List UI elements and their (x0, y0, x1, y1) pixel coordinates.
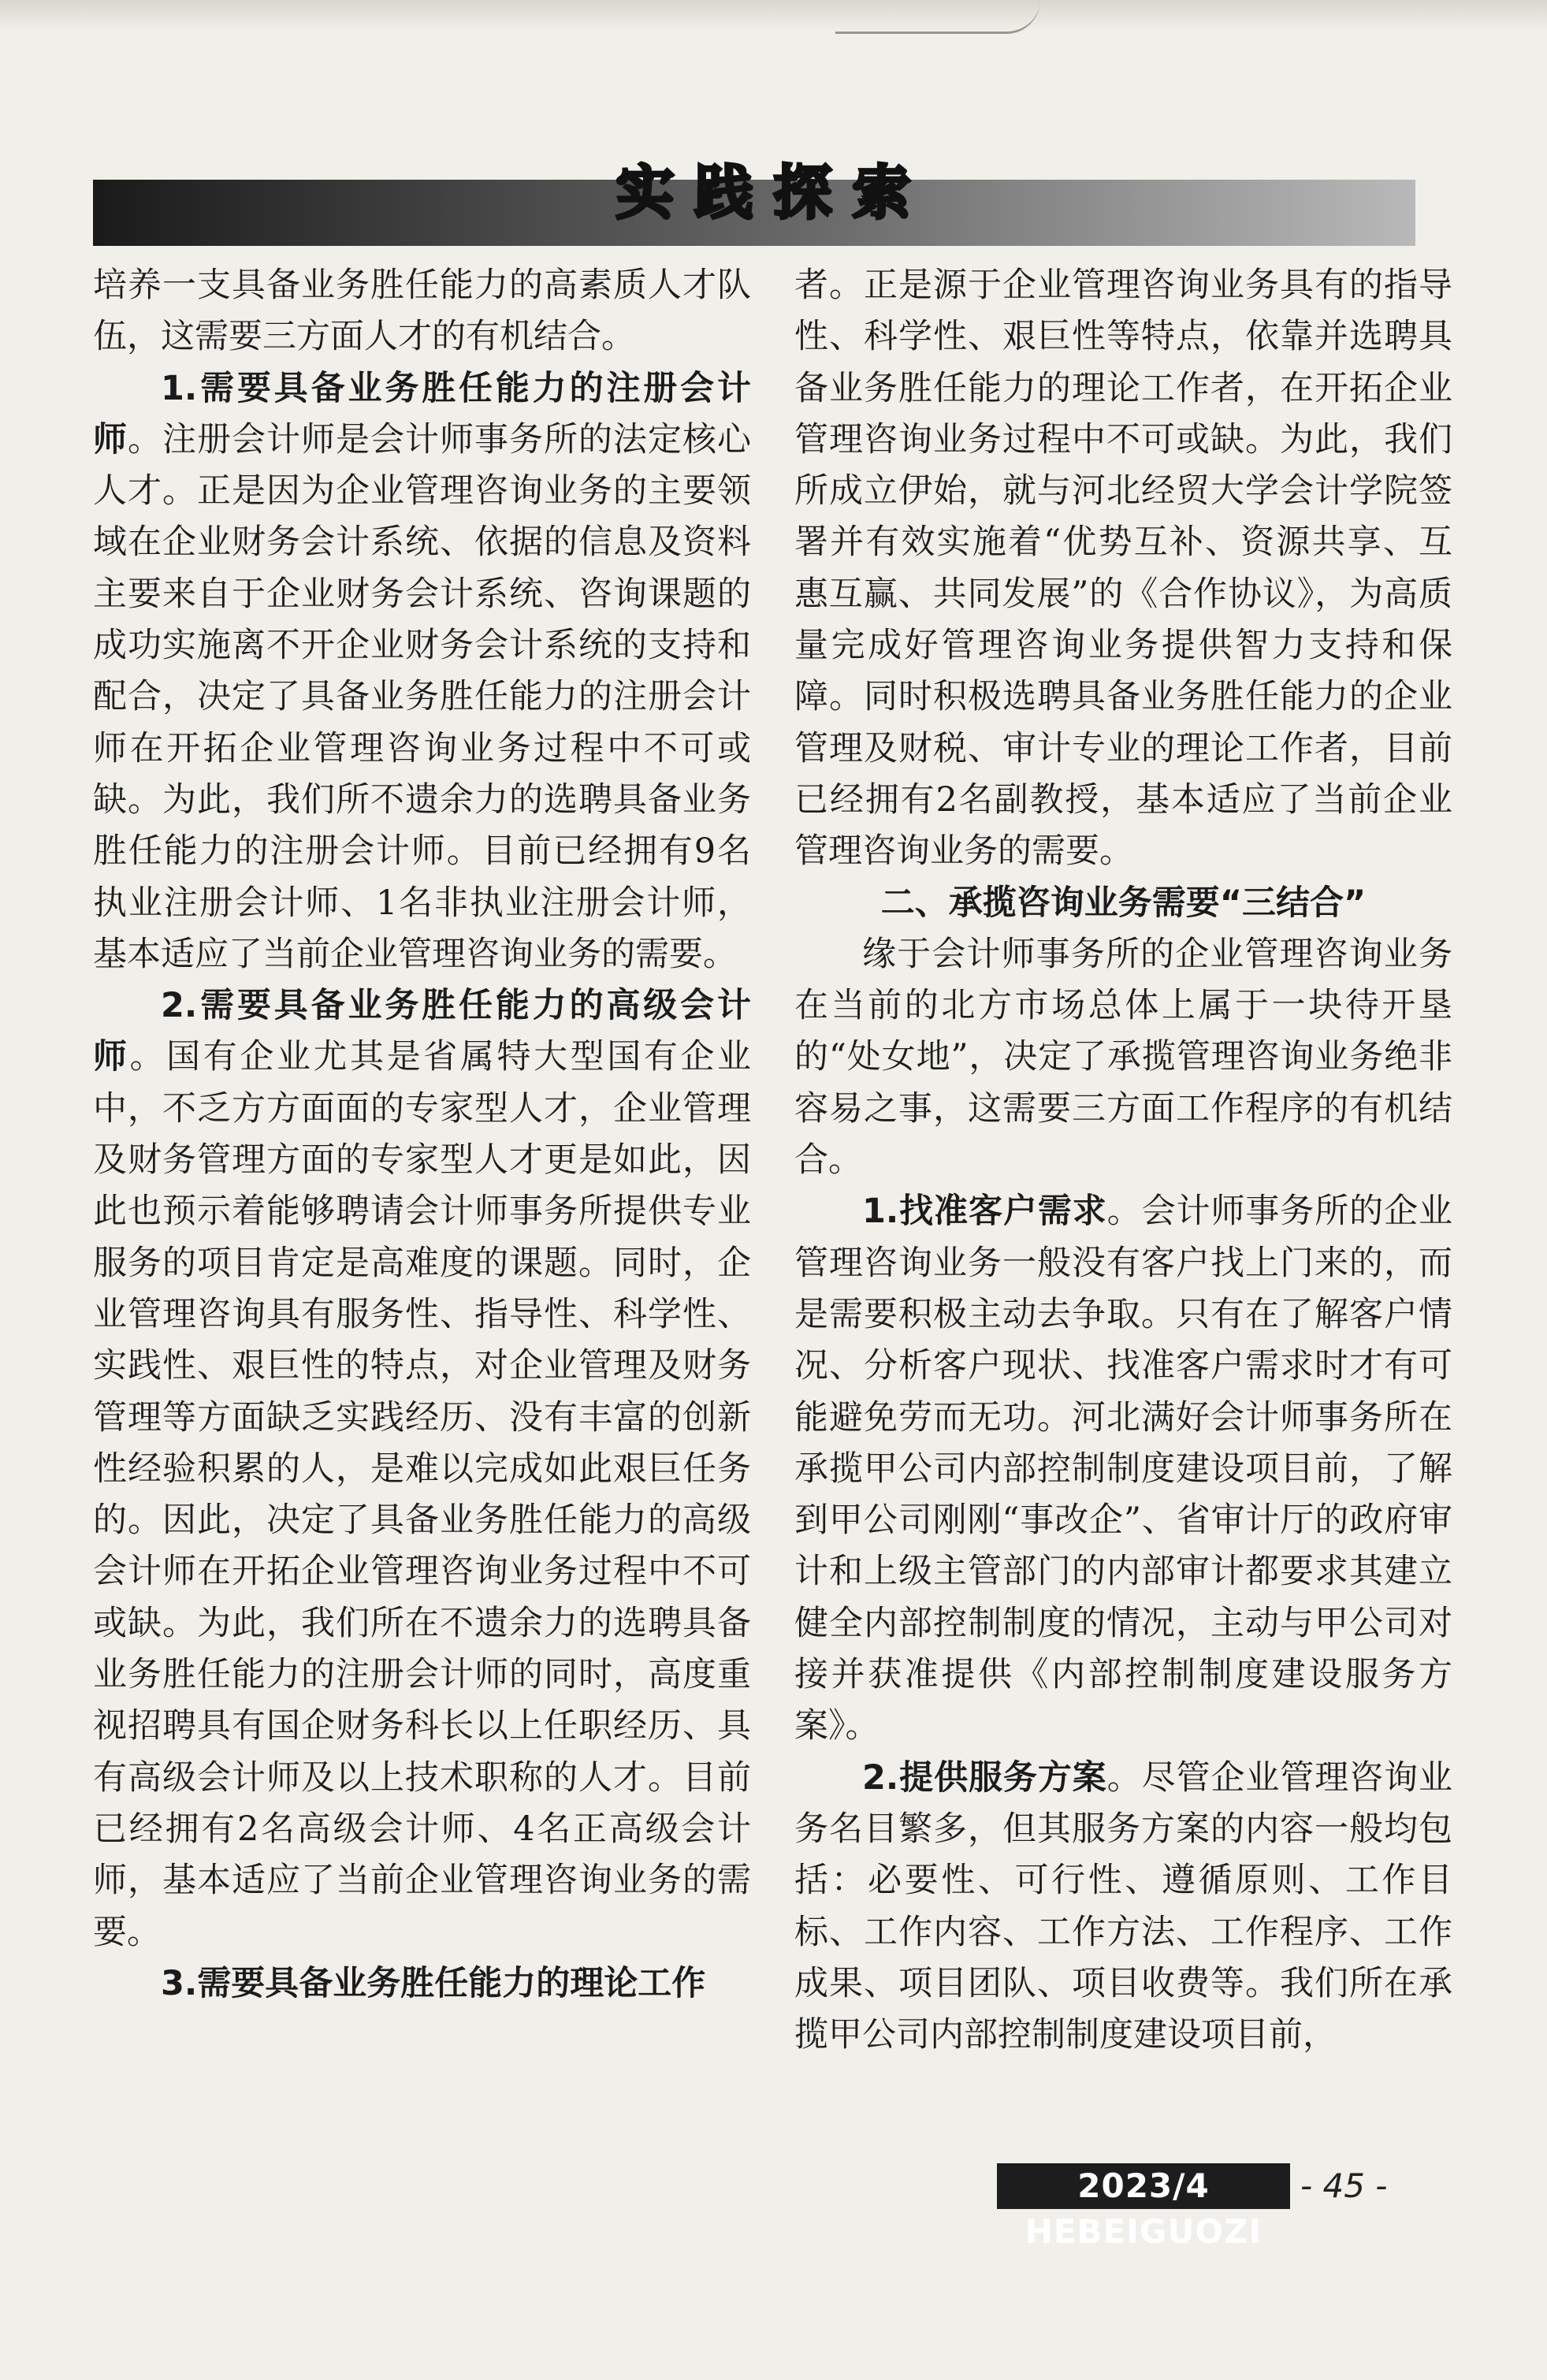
page-number: - 45 - (1300, 2166, 1388, 2205)
step2-lead: 2.提供服务方案 (862, 1757, 1107, 1798)
item1-lead: 1.需要具备业务胜任能力的注册会计师 (93, 368, 751, 459)
item2-lead: 2.需要具备业务胜任能力的高级会计师 (93, 986, 751, 1077)
issue-badge: 2023/4 HEBEIGUOZI (997, 2163, 1290, 2209)
page-curl-edge (835, 0, 1040, 34)
right-column (794, 260, 1452, 2061)
item3-paragraph (93, 1958, 751, 2010)
page-curl-shadow (0, 0, 1547, 32)
item1-text: 。注册会计师是会计师事务所的法定核心人才。正是因为企业管理咨询业务的主要领域在企业财务会计系统、依据的信息及资料主要来自于企业财务会计系统、咨询课题的成功实施离不开企业财务会计系统的支持和配合，决定了具备业务胜任能力的注册会计师在开拓企业管理咨询业务过程中不可或缺。为此，我们所不遗余力的选聘具备业务胜任能力的注册会计师。目前已经拥有9名执业注册会计师、1名非执业注册会计师，基本适应了当前企业管理咨询业务的需要。 (93, 419, 751, 974)
section2-intro-paragraph: 缘于会计师事务所的企业管理咨询业务在当前的北方市场总体上属于一块待开垦的“处女地”，决定了承揽管理咨询业务绝非容易之事，这需要三方面工作程序的有机结合。 (794, 934, 1452, 1181)
section-title: 实践探索 (615, 159, 932, 227)
step2-paragraph (794, 1753, 1452, 2062)
step1-lead: 1.找准客户需求 (862, 1192, 1107, 1232)
step2-text: 。尽管企业管理咨询业务名目繁多，但其服务方案的内容一般均包括：必要性、可行性、遵循原则、工作目标、工作内容、工作方法、工作程序、工作成果、项目团队、项目收费等。我们所在承揽甲公司内部控制制度建设项目前， (794, 1757, 1452, 2055)
step1-text: 。会计师事务所的企业管理咨询业务一般没有客户找上门来的，而是需要积极主动去争取。只有在了解客户情况、分析客户现状、找准客户需求时才有可能避免劳而无功。河北满好会计师事务所在承揽甲公司内部控制制度建设项目前，了解到甲公司刚刚“事改企”、省审计厅的政府审计和上级主管部门的内部审计都要求其建立健全内部控制制度的情况，主动与甲公司对接并获准提供《内部控制制度建设服务方案》。 (794, 1192, 1452, 1746)
item2-paragraph (93, 980, 751, 1958)
item3-lead: 3.需要具备业务胜任能力的理论工作 (161, 1963, 706, 2003)
step1-paragraph (794, 1186, 1452, 1752)
item3-continued-paragraph: 者。正是源于企业管理咨询业务具有的指导性、科学性、艰巨性等特点，依靠并选聘具备业务胜任能力的理论工作者，在开拓企业管理咨询业务过程中不可或缺。为此，我们所成立伊始，就与河北经贸大学会计学院签署并有效实施着“优势互补、资源共享、互惠互赢、共同发展”的《合作协议》，为高质量完成好管理咨询业务提供智力支持和保障。同时积极选聘具备业务胜任能力的企业管理及财税、审计专业的理论工作者，目前已经拥有2名副教授，基本适应了当前企业管理咨询业务的需要。 (794, 266, 1452, 872)
left-column (93, 260, 751, 2010)
item2-text: 。国有企业尤其是省属特大型国有企业中，不乏方方面面的专家型人才，企业管理及财务管理方面的专家型人才更是如此，因此也预示着能够聘请会计师事务所提供专业服务的项目肯定是高难度的课题。同时，企业管理咨询具有服务性、指导性、科学性、实践性、艰巨性的特点，对企业管理及财务管理等方面缺乏实践经历、没有丰富的创新性经验积累的人，是难以完成如此艰巨任务的。因此，决定了具备业务胜任能力的高级会计师在开拓企业管理咨询业务过程中不可或缺。为此，我们所在不遗余力的选聘具备业务胜任能力的注册会计师的同时，高度重视招聘具有国企财务科长以上任职经历、具有高级会计师及以上技术职称的人才。目前已经拥有2名高级会计师、4名正高级会计师，基本适应了当前企业管理咨询业务的需要。 (93, 1037, 752, 1952)
left-intro-paragraph: 培养一支具备业务胜任能力的高素质人才队伍，这需要三方面人才的有机结合。 (93, 266, 751, 357)
section2-heading: 二、承揽咨询业务需要“三结合” (880, 883, 1367, 923)
item1-paragraph (93, 363, 751, 981)
